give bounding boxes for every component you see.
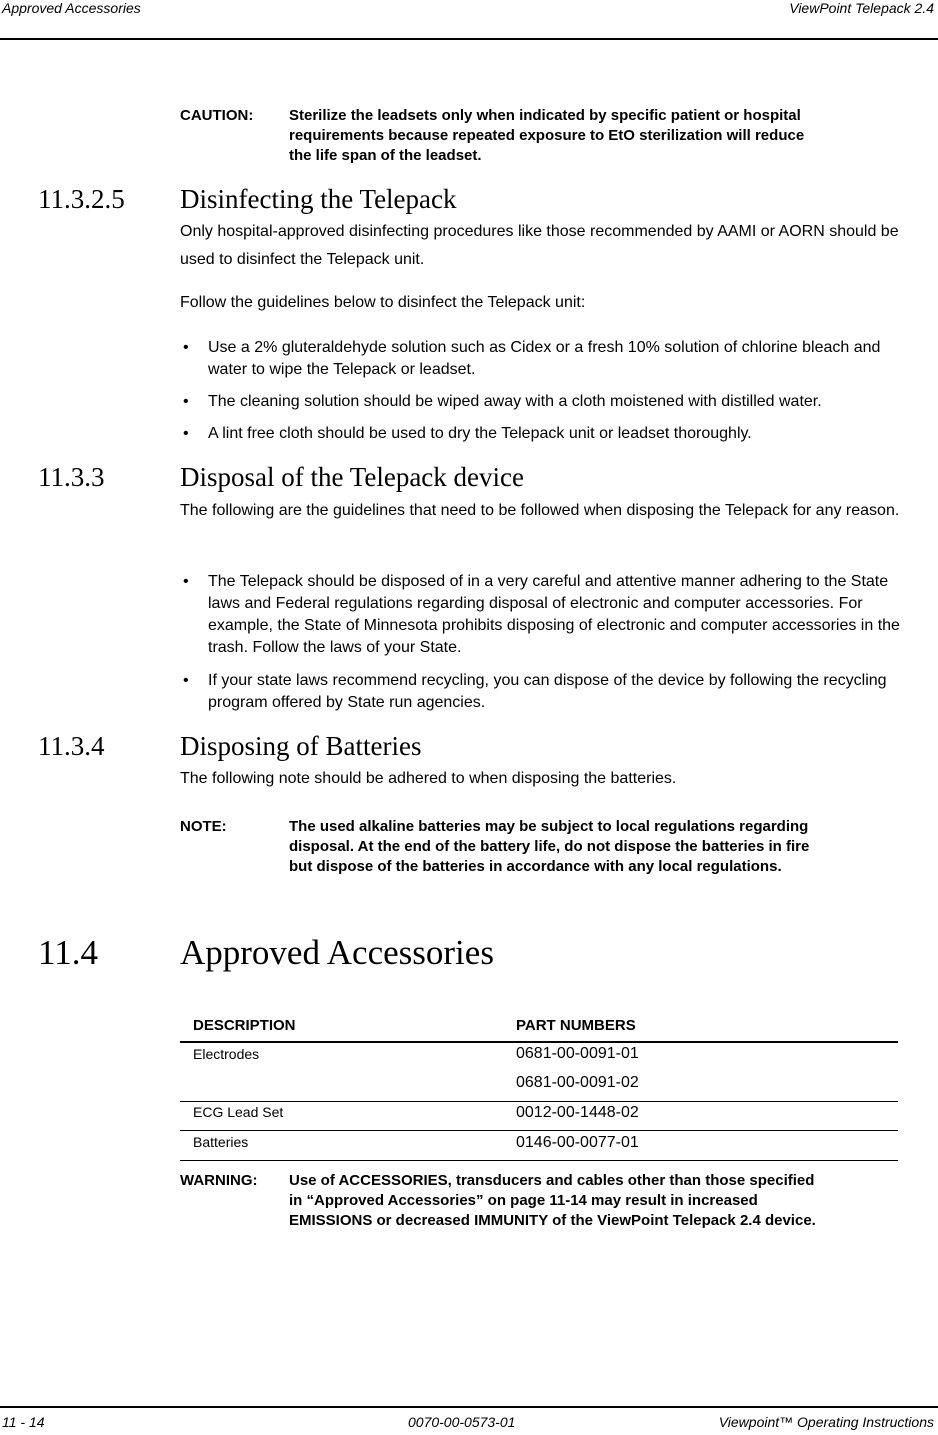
table-rule [180, 1101, 898, 1102]
header-rule [0, 38, 938, 40]
section-number: 11.3.4 [38, 731, 105, 761]
list-item [180, 423, 900, 445]
paragraph: Follow the guidelines below to disinfect the Telepack unit: [180, 294, 586, 311]
caution-text: Sterilize the leadsets only when indicated by specific patient or hospital requirements because repeated exposure to EtO sterilization will reduce the life span of the leadset. [289, 107, 805, 164]
section-title: Disinfecting the Telepack [180, 184, 457, 214]
table-cell-part-number: 0681-00-0091-01 [516, 1045, 639, 1062]
table-cell-part-number: 0681-00-0091-02 [516, 1074, 639, 1091]
list-item [180, 571, 900, 659]
caution-notice [180, 106, 820, 166]
note-notice [180, 817, 820, 877]
table-cell-part-number: 0012-00-1448-02 [516, 1104, 639, 1121]
table-header-part-numbers: PART NUMBERS [516, 1017, 636, 1034]
document-title: Viewpoint™ Operating Instructions [718, 1414, 934, 1430]
warning-text: Use of ACCESSORIES, transducers and cables other than those specified in “Approved Accessories” on page 11-14 may result in increased EMISSIONS or decreased IMMUNITY of the ViewPoint Telepack 2.4 device. [289, 1172, 816, 1229]
list-item-text: If your state laws recommend recycling, you can dispose of the device by following the recycling program offered by State run agencies. [208, 672, 887, 711]
chapter-section-title: Approved Accessories [180, 933, 494, 972]
warning-notice [180, 1171, 820, 1231]
note-text: The used alkaline batteries may be subject to local regulations regarding disposal. At the end of the battery life, do not dispose the batteries in fire but dispose of the batteries in accordance with any local regulations. [289, 818, 810, 875]
list-item-text: The cleaning solution should be wiped away with a cloth moistened with distilled water. [208, 393, 822, 410]
table-cell-part-number: 0146-00-0077-01 [516, 1134, 639, 1151]
chapter-section-number: 11.4 [38, 933, 98, 972]
running-header-left: Approved Accessories [2, 0, 141, 16]
bullet-icon: • [183, 425, 189, 442]
table-header-description: DESCRIPTION [193, 1017, 296, 1034]
section-title: Disposal of the Telepack device [180, 462, 524, 492]
paragraph: Only hospital-approved disinfecting procedures like those recommended by AAMI or AORN should be used to disinfect the Telepack unit. [180, 223, 899, 268]
document-number: 0070-00-0573-01 [408, 1414, 516, 1430]
page-number: 11 - 14 [2, 1414, 45, 1430]
warning-label: WARNING: [180, 1172, 258, 1189]
list-item-text: A lint free cloth should be used to dry the Telepack unit or leadset thoroughly. [208, 425, 752, 442]
paragraph: The following note should be adhered to when disposing the batteries. [180, 770, 677, 787]
list-item-text: The Telepack should be disposed of in a very careful and attentive manner adhering to the State laws and Federal regulations regarding disposal of electronic and computer accessories. For example, the State of Minnesota prohibits disposing of electronic and computer accessories in the trash. Follow the laws of your State. [208, 573, 900, 656]
list-item-text: Use a 2% gluteraldehyde solution such as Cidex or a fresh 10% solution of chlorine bleach and water to wipe the Telepack or leadset. [208, 339, 881, 378]
table-rule [180, 1130, 898, 1131]
footer-rule [0, 1406, 938, 1408]
section-title: Disposing of Batteries [180, 731, 422, 761]
table-cell-description: Electrodes [193, 1046, 260, 1062]
list-item [180, 670, 900, 714]
table-rule [180, 1160, 898, 1161]
bullet-icon: • [183, 672, 189, 689]
running-header-right: ViewPoint Telepack 2.4 [789, 0, 934, 16]
bullet-icon: • [183, 339, 189, 356]
table-rule [180, 1041, 898, 1043]
section-number: 11.3.3 [38, 462, 105, 492]
section-number: 11.3.2.5 [38, 184, 125, 214]
table-cell-description: ECG Lead Set [193, 1104, 284, 1120]
caution-label: CAUTION: [180, 107, 254, 124]
paragraph: The following are the guidelines that need to be followed when disposing the Telepack for any reason. [180, 502, 900, 519]
bullet-icon: • [183, 393, 189, 410]
note-label: NOTE: [180, 818, 227, 835]
list-item [180, 337, 900, 381]
bullet-icon: • [183, 573, 189, 590]
list-item [180, 391, 900, 413]
table-cell-description: Batteries [193, 1134, 249, 1150]
